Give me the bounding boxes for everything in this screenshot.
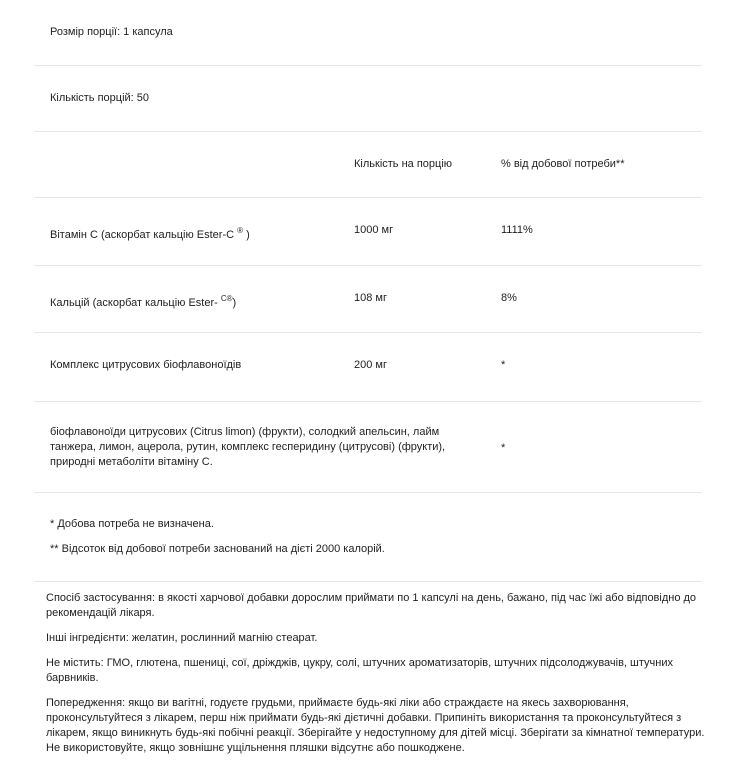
registered-mark: C®	[220, 294, 233, 303]
servings-count-text: Кількість порцій: 50	[50, 92, 150, 104]
nutrient-name: Комплекс цитрусових біофлавоноїдів	[50, 359, 242, 371]
table-row	[34, 266, 702, 333]
divider	[34, 581, 702, 582]
nutrient-description	[50, 425, 445, 470]
supplement-facts-table	[34, 0, 702, 493]
other-ingredients-text: Інші інгредієнти: желатин, рослинний магнію стеарат.	[46, 632, 318, 644]
description-line: біофлавоноїди цитрусових (Citrus limon) (фрукти), солодкий апельсин, лайм	[50, 426, 440, 438]
table-header-row	[34, 132, 702, 198]
serving-size-row	[34, 0, 702, 66]
nutrient-name-tail: )	[232, 297, 237, 309]
usage-text: Спосіб застосування: в якості харчової добавки дорослим приймати по 1 капсулі на день, бажано, під час їжі або відповідно до рекомендацій лікаря.	[46, 592, 697, 619]
registered-mark: ®	[237, 226, 244, 235]
nutrient-daily-value: 8%	[501, 292, 517, 304]
nutrient-daily-value: 1111%	[501, 224, 533, 236]
table-row	[34, 333, 702, 402]
serving-size-text: Розмір порції: 1 капсула	[50, 26, 173, 38]
header-daily-value: % від добової потреби**	[501, 158, 625, 170]
nutrient-name-text: Кальцій (аскорбат кальцію Ester-	[50, 297, 218, 309]
description-line: танжера, лимон, ацерола, рутин, комплекс гесперидину (цитрусові) (фрукти),	[50, 441, 446, 453]
description-line: природні метаболіти вітаміну С.	[50, 456, 213, 468]
free-from-text: Не містить: ГМО, глютена, пшениці, сої, дріжджів, цукру, солі, штучних ароматизаторів, штучних підсолоджувачів, штучних барвників.	[46, 657, 673, 684]
footnote: ** Відсоток від добової потреби заснований на дієті 2000 калорій.	[50, 543, 385, 555]
table-row	[34, 402, 702, 493]
table-row	[34, 198, 702, 266]
product-info	[46, 591, 706, 766]
nutrient-daily-value: *	[501, 359, 506, 371]
nutrient-amount: 108 мг	[354, 292, 387, 304]
warning-text: Попередження: якщо ви вагітні, годуєте грудьми, приймаєте будь-які ліки або страждаєте на якесь захворювання, проконсультуйтеся з лікарем, перш ніж приймати будь-які дієтичні добавки. Припиніть використання та проконсультуйтеся з лікарем, якщо виникнуть будь-які побічні реакції. Зберігайте у недоступному для дітей місці. Зберігати за кімнатної температури. Не використовуйте, якщо зовнішнє ущільнення пляшки відсутнє або пошкоджене.	[46, 697, 705, 754]
header-amount: Кількість на порцію	[354, 158, 453, 170]
nutrient-amount: 200 мг	[354, 359, 387, 371]
nutrient-daily-value: *	[501, 442, 506, 454]
nutrient-name-tail: )	[246, 229, 250, 241]
servings-count-row	[34, 66, 702, 132]
nutrient-name-text: Вітамін C (аскорбат кальцію Ester-C	[50, 229, 235, 241]
footnotes	[50, 516, 385, 566]
footnote: * Добова потреба не визначена.	[50, 518, 214, 530]
nutrient-amount: 1000 мг	[354, 224, 394, 236]
nutrient-name	[50, 291, 236, 311]
nutrient-name	[50, 223, 250, 243]
